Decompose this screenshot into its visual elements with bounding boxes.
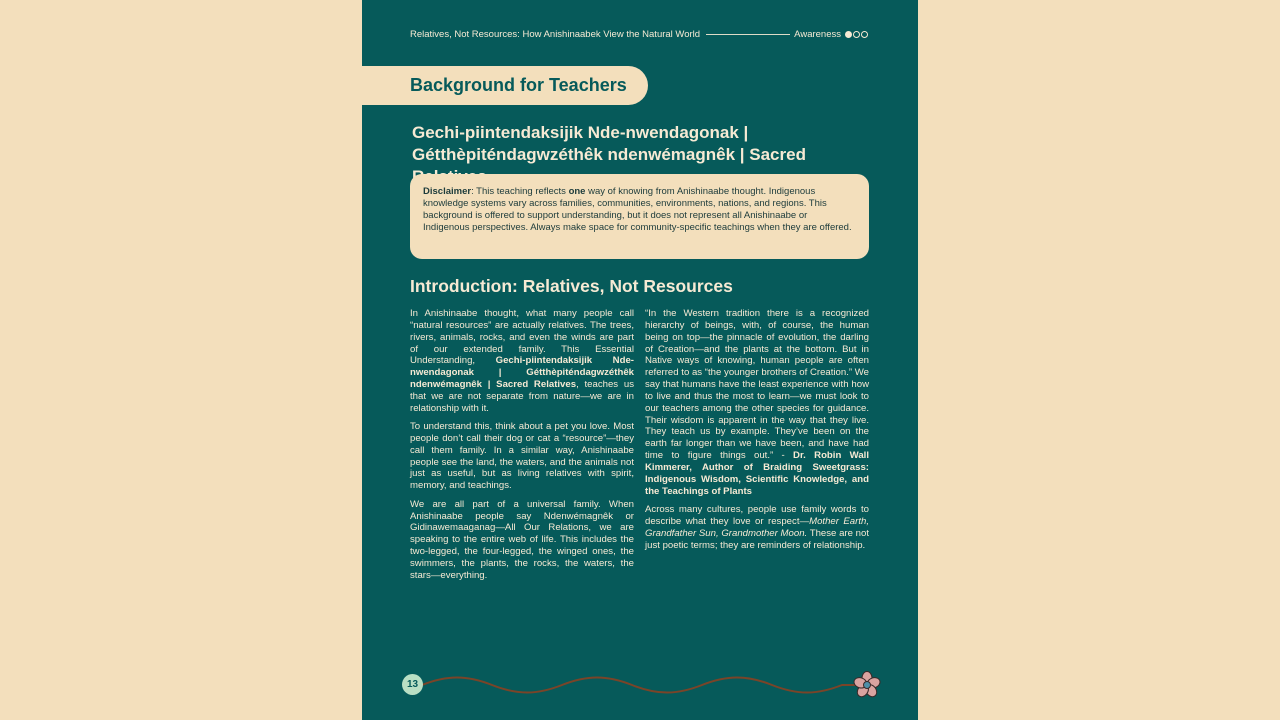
- paragraph-1: [410, 308, 634, 415]
- header-section: Awareness: [794, 28, 841, 40]
- disclaimer-text-a: : This teaching reflects: [471, 186, 569, 197]
- progress-dot-empty: [861, 31, 868, 38]
- disclaimer-label: Disclaimer: [423, 186, 472, 197]
- disclaimer-text-b: way of knowing from Anishinaabe thought. Indigenous knowledge systems vary across families, communities, environments, nations, and regions. This background is offered to support understanding, but it does not represent all Anishinaabe or Indigenous perspectives. Always make space for community-specific teachings when they are offered.: [423, 186, 852, 233]
- page-number: 13: [402, 674, 423, 695]
- header-title: Relatives, Not Resources: How Anishinaabek View the Natural World: [410, 28, 701, 40]
- progress-dots: [844, 31, 868, 38]
- section-banner: [362, 66, 648, 105]
- disclaimer-emphasis: one: [568, 186, 586, 197]
- subtitle-line-2: Gétthèpiténdagwzéthêk ndenwémagnêk | Sacred: [412, 145, 806, 164]
- progress-dot-empty: [853, 31, 860, 38]
- kimmerer-quote: [645, 308, 869, 498]
- banner-title: Background for Teachers: [410, 75, 627, 95]
- right-column: [645, 308, 869, 558]
- paragraph-2: To understand this, think about a pet you love. Most people don’t call their dog or cat a “resource”—they call them family. In a similar way, Anishinaabe people see the land, the waters, and the animals not just as useful, but as living relatives with spirit, memory, and teachings.: [410, 421, 634, 492]
- paragraph-5: [645, 504, 869, 551]
- header-rule: [706, 34, 790, 35]
- paragraph-3: We are all part of a universal family. When Anishinaabe people say Ndenwémagnêk or Gidinawemaaganag—All Our Relations, we are speaking to the entire web of life. This includes the two-legged, the four-legged, the winged ones, the swimmers, the plants, the rocks, the waters, the stars—everything.: [410, 498, 634, 581]
- flower-icon: [852, 670, 882, 700]
- paragraph-1-text-a: In Anishinaabe thought, what many people call “natural resources” are actually relatives. The trees, rivers, animals, rocks, and even the winds are part of our extended family. This Essential Understanding,: [410, 308, 634, 367]
- quote-text: “In the Western tradition there is a recognized hierarchy of beings, with, of course, the human being on top—the pinnacle of evolution, the darling of Creation—and the plants at the bottom. But in Native ways of knowing, human people are often referred to as “the younger brothers of Creation.” We say that humans have the least experience with how to live and thus the most to learn—we must look to our teachers among the other species for guidance. Their wisdom is apparent in the way that they live. They teach us by example. They’ve been on the earth far longer than we have been, and have had time to figure things out.” -: [645, 308, 869, 462]
- paragraph-1-bold: Gechi-piintendaksijik Nde-nwendagonak | Gétthèpiténdagwzéthêk ndenwémagnêk | Sacred Relatives: [410, 355, 634, 391]
- subtitle-line-1: Gechi-piintendaksijik Nde-nwendagonak |: [412, 123, 749, 142]
- paragraph-5-text-b: These are not just poetic terms; they are reminders of relationship.: [645, 527, 869, 551]
- document-page: [362, 0, 918, 720]
- disclaimer-box: [410, 174, 869, 259]
- paragraph-5-italic: Mother Earth, Grandfather Sun, Grandmother Moon.: [645, 515, 869, 539]
- paragraph-5-text-a: Across many cultures, people use family words to describe what they love or respect—: [645, 504, 869, 527]
- decorative-wave-line: [422, 670, 862, 700]
- left-column: [410, 308, 634, 588]
- intro-heading: Introduction: Relatives, Not Resources: [410, 276, 733, 296]
- page-header: [410, 27, 868, 41]
- quote-attribution: Dr. Robin Wall Kimmerer, Author of Braiding Sweetgrass: Indigenous Wisdom, Scientific Knowledge, and the Teachings of Plants: [645, 450, 870, 497]
- progress-dot-filled: [845, 31, 852, 38]
- paragraph-1-text-b: , teaches us that we are not separate from nature—we are in relationship with it.: [410, 379, 634, 414]
